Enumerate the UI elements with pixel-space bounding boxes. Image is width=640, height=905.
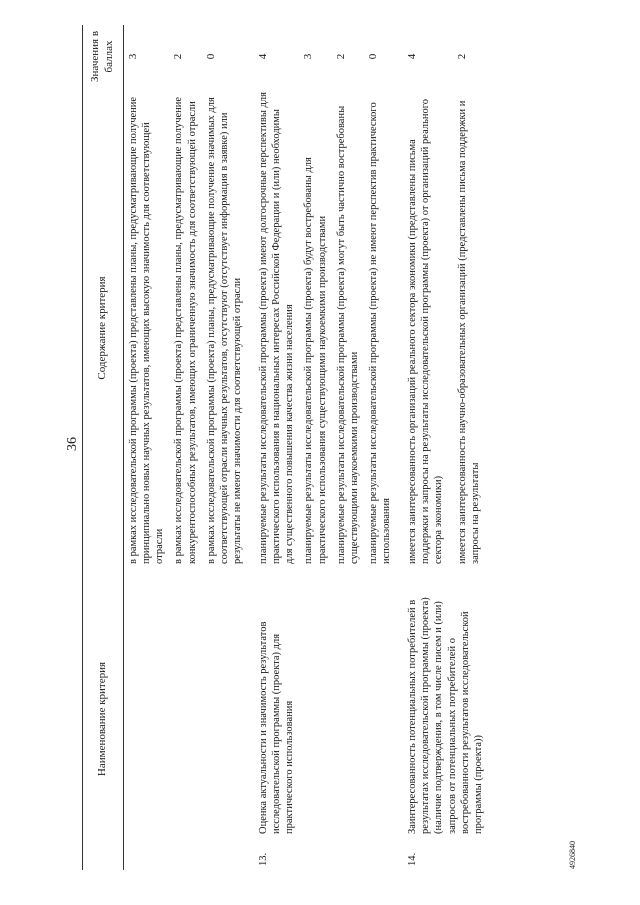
header-criterion-name: Наименование критерия (83, 568, 124, 870)
document-id: 4926840 (568, 841, 577, 869)
table-row (124, 25, 170, 870)
criterion-name: Оценка актуальности и значимость результатов исследовательской программы (проекта) для практического использования (258, 621, 296, 834)
criterion-score: 4 (257, 53, 269, 60)
criterion-content: имеется заинтересованность организаций реального сектора экономики (представлены письма поддержки и запросы на результаты исследовательской программы (проекта) от организаций реального сектора экономики) (407, 98, 445, 564)
criterion-score: 2 (455, 53, 468, 60)
rotated-page-content (82, 25, 640, 870)
criterion-name: Заинтересованность потенциальных потребителей в результатах исследовательской программы (проекта) (наличие подтверждения, в том числе писем и (или) запросов от потенциальных потребителей о востребованности результатов исследовательской программы (проекта)) (407, 597, 484, 834)
criterion-number: 13. (258, 852, 269, 866)
criterion-content: имеется заинтересованность научно-образовательных организаций (представлены письма поддержки и запросы на результаты (456, 100, 481, 564)
criterion-score: 2 (172, 53, 185, 60)
criterion-number: 14. (407, 852, 419, 866)
criterion-score: 2 (334, 53, 347, 60)
criterion-number (124, 838, 255, 870)
criterion-score: 0 (366, 53, 379, 60)
criterion-score: 0 (204, 53, 217, 60)
criterion-name (124, 568, 255, 838)
table-row (254, 25, 299, 870)
page-number: 36 (65, 437, 80, 451)
table-header-row (83, 25, 124, 870)
criteria-table (82, 25, 488, 870)
criterion-content: планируемые результаты исследовательской программы (проекта) будут востребованы для практического использования существующими наукоемкими производствами (303, 157, 328, 564)
header-criterion-content: Содержание критерия (83, 88, 124, 568)
header-score: Значения в баллах (83, 25, 124, 88)
criterion-content: планируемые результаты исследовательской программы (проекта) не имеют перспектив практического использования (367, 102, 392, 564)
criterion-content: в рамках исследовательской программы (проекта) представлены планы, предусматривающие получение принципиально новых научных результатов, имеющих высокую значимость для соответствующей отрасли (128, 96, 166, 564)
criterion-score: 3 (302, 53, 315, 60)
criterion-content: планируемые результаты исследовательской программы (проекта) имеют долгосрочные перспективы для практического использования в национальных интересах Российской Федерации и (или) необходимы для существенного повышения качества жизни населения (258, 92, 296, 564)
criterion-score: 4 (406, 53, 419, 60)
criterion-content: в рамках исследовательской программы (проекта) планы, предусматривающие получение значимых для соответствующей отрасли научных результатов, отсутствуют (отсутствует информация в заявке) или результаты не имеют значимости для соответствующей отрасли (205, 97, 243, 564)
criterion-content: планируемые результаты исследовательской программы (проекта) могут быть частично востребованы существующими наукоемкими производствами (335, 105, 360, 564)
table-row (403, 25, 453, 870)
criterion-score: 3 (127, 53, 139, 60)
criterion-content: в рамках исследовательской программы (проекта) представлены планы, предусматривающие получение конкурентоспособных результатов, имеющих ограниченную значимость для соответствующей отрасли (173, 96, 198, 564)
